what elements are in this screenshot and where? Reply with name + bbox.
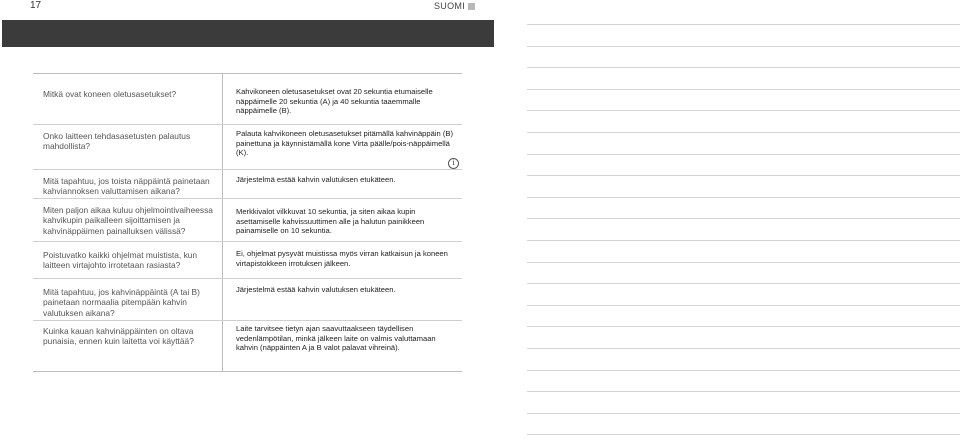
faq-question: Mitä tapahtuu, jos toista näppäintä painetaan kahviannoksen valuttamisen aikana? [43, 176, 210, 197]
note-line [527, 370, 960, 371]
faq-answer: Laite tarvitsee tietyn ajan saavuttaakseen täydellisen vedenlämpötilan, minkä jälkeen laite on valmis valuttamaan kahvin (näppäinten A ja B valot palavat vihreinä). [236, 324, 436, 353]
note-line [527, 283, 960, 284]
faq-question: Mitä tapahtuu, jos kahvinäppäintä (A tai B) painetaan normaalia pitempään kahvin valutuksen aikana? [43, 287, 200, 318]
language-text: SUOMI [434, 1, 466, 11]
note-line [527, 46, 960, 47]
note-line [527, 348, 960, 349]
faq-answer: Merkkivalot vilkkuvat 10 sekuntia, ja siten aikaa kupin asettamiselle kahvissuuttimen alle ja halutun painikkeen painamiselle on 10 sekuntia. [236, 207, 425, 236]
row-divider [33, 320, 462, 321]
note-line [527, 89, 960, 90]
note-line [527, 240, 960, 241]
row-divider [33, 278, 462, 279]
faq-question: Miten paljon aikaa kuluu ohjelmointivaiheessa kahvikupin paikalleen sijoittamisen ja kahvinäppäimen painalluksen välissä? [43, 205, 213, 236]
note-line [527, 110, 960, 111]
note-line [527, 197, 960, 198]
faq-answer: Järjestelmä estää kahvin valutuksen etukäteen. [236, 175, 396, 184]
notes-area [527, 0, 960, 446]
header-bar [2, 20, 494, 47]
note-line [527, 218, 960, 219]
faq-question: Poistuvatko kaikki ohjelmat muistista, kun laitteen virtajohto irrotetaan rasiasta? [43, 250, 198, 271]
note-line [527, 305, 960, 306]
page-number: 17 [30, 0, 42, 11]
row-divider [33, 124, 462, 125]
note-line [527, 391, 960, 392]
faq-question: Onko laitteen tehdasasetusten palautus mahdollista? [43, 131, 191, 152]
note-line [527, 413, 960, 414]
faq-answer: Palauta kahvikoneen oletusasetukset pitämällä kahvinäppäin (B) painettuna ja käynnistämällä kone Virta päälle/pois-näppäimellä (K). [236, 129, 453, 158]
faq-answer: Järjestelmä estää kahvin valutuksen etukäteen. [236, 285, 396, 294]
note-line [527, 434, 960, 435]
note-line [527, 24, 960, 25]
faq-question: Kuinka kauan kahvinäppäinten on oltava punaisia, ennen kuin laitetta voi käyttää? [43, 326, 194, 347]
note-line [527, 326, 960, 327]
language-label [434, 1, 475, 11]
faq-answer: Kahvikoneen oletusasetukset ovat 20 sekuntia etumaiselle näppäimelle 20 sekuntia (A) ja 40 sekuntia taaemmalle näppäimelle (B). [236, 87, 433, 116]
note-line [527, 132, 960, 133]
row-divider [33, 241, 462, 242]
faq-answer: Ei, ohjelmat pysyvät muistissa myös virran katkaisun ja koneen virtapistokkeen irrotuksen jälkeen. [236, 249, 448, 268]
note-line [527, 67, 960, 68]
note-line [527, 154, 960, 155]
language-marker-icon [468, 3, 475, 10]
row-divider [33, 198, 462, 199]
faq-question: Mitkä ovat koneen oletusasetukset? [43, 89, 177, 99]
row-divider [33, 169, 462, 170]
note-line [527, 262, 960, 263]
note-line [527, 175, 960, 176]
info-icon: i [448, 158, 459, 169]
column-divider [222, 74, 223, 371]
faq-table [33, 73, 462, 372]
